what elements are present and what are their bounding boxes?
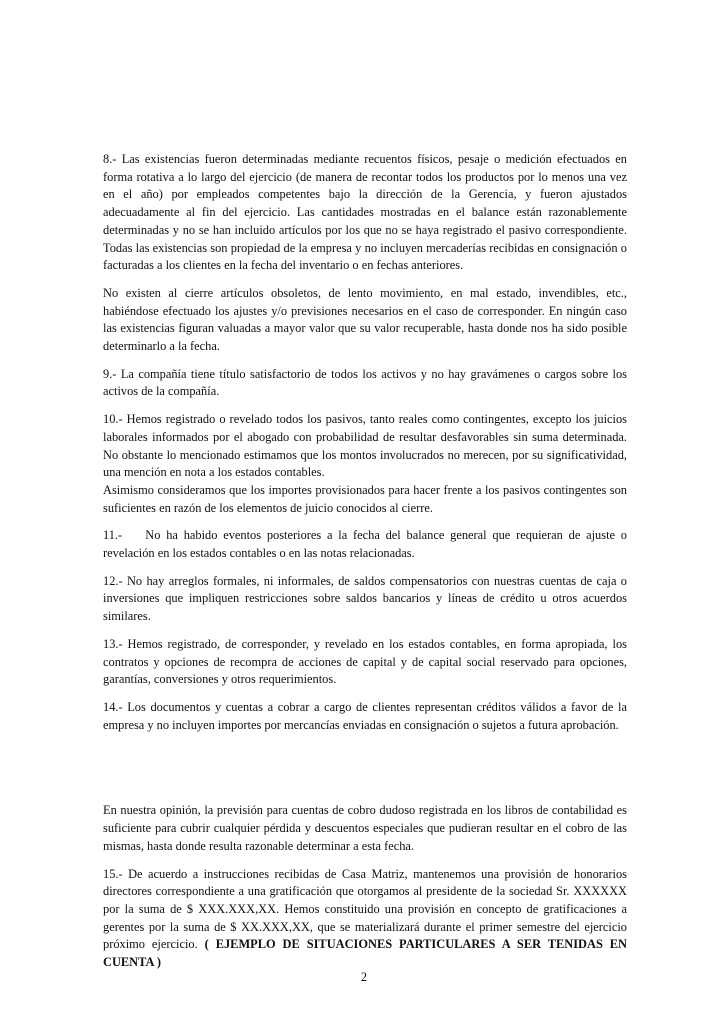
paragraph-11-subsequent-events: 11.- No ha habido eventos posteriores a la fecha del balance general que requieran de ajuste o revelación en los estados contables o en las notas relacionadas. <box>103 528 631 561</box>
paragraph-8-obsolete-items: No existen al cierre artículos obsoletos, de lento movimiento, en mal estado, invendibles, etc., habiéndose efectuado los ajustes y/o previsiones necesarios en el caso de corresponder. En ningún caso las existencias figuran valuadas a mayor valor que su valor recuperable, hasta donde nos ha sido posible determinarlo a la fecha. <box>103 285 627 354</box>
paragraph-10-liabilities: 10.- Hemos registrado o revelado todos los pasivos, tanto reales como contingentes, excepto los juicios laborales informados por el abogado con probabilidad de resultar desfavorables sin suma determinada. No obstante lo mencionado estimamos que los montos involucrados no merecen, por su significatividad, una mención en nota a los estados contables. <box>103 412 627 480</box>
paragraph-15-provisions <box>103 866 627 972</box>
paragraph-13-repurchase-options: 13.- Hemos registrado, de corresponder, y revelado en los estados contables, en forma apropiada, los contratos y opciones de recompra de acciones de capital y de capital social reservado para opciones, garantías, conversiones y otros requerimientos. <box>103 636 627 687</box>
paragraph-15-bold-note: ( EJEMPLO DE SITUACIONES PARTICULARES A SER TENIDAS EN CUENTA ) <box>103 937 628 970</box>
paragraph-10-contingencies: Asimismo consideramos que los importes provisionados para hacer frente a los pasivos contingentes son suficientes en razón de los elementos de juicio conocidos al cierre. <box>103 482 627 515</box>
paragraph-14-receivables: 14.- Los documentos y cuentas a cobrar a cargo de clientes representan créditos válidos a favor de la empresa y no incluyen importes por mercancías enviadas en consignación o sujetos a futura aprobación. <box>103 699 627 732</box>
document-body <box>103 151 631 982</box>
paragraph-opinion-doubtful-accounts: En nuestra opinión, la previsión para cuentas de cobro dudoso registrada en los libros de contabilidad es suficiente para cubrir cualquier pérdida y descuentos especiales que pudieran resultar en el cobro de las mismas, hasta donde resulta razonable determinar a esta fecha. <box>103 803 627 853</box>
paragraph-8-inventories: 8.- Las existencias fueron determinadas mediante recuentos físicos, pesaje o medición efectuados en forma rotativa a lo largo del ejercicio (de manera de recontar todos los productos por lo menos una vez en el año) por empleados competentes bajo la dirección de la Gerencia, y fueron ajustados adecuadamente al fin del ejercicio. Las cantidades mostradas en el balance están razonablemente determinadas y no se han incluido artículos por los que no se haya registrado el pasivo correspondiente. Todas las existencias son propiedad de la empresa y no incluyen mercaderías recibidas en consignación o facturadas a los clientes en la fecha del inventario o en fechas anteriores. <box>103 152 627 273</box>
paragraph-12-compensating-balances: 12.- No hay arreglos formales, ni informales, de saldos compensatorios con nuestras cuentas de caja o inversiones que impliquen restricciones sobre saldos bancarios y líneas de crédito u otros acuerdos similares. <box>103 573 627 624</box>
paragraph-9-assets-title: 9.- La compañía tiene título satisfactorio de todos los activos y no hay gravámenes o cargos sobre los activos de la compañía. <box>103 366 627 399</box>
paragraph-15-text: 15.- De acuerdo a instrucciones recibidas de Casa Matriz, mantenemos una provisión de honorarios directores correspondiente a una gratificación que otorgamos al presidente de la sociedad Sr. XXXXXX por la suma de $ XXX.XXX,XX. Hemos constituido una provisión en concepto de gratificaciones a gerentes por la suma de $ XX.XXX,XX, que se materializará durante el primer semestre del ejercicio próximo ejercicio. <box>103 866 627 952</box>
section-spacer <box>103 744 627 802</box>
page-number: 2 <box>360 970 368 984</box>
